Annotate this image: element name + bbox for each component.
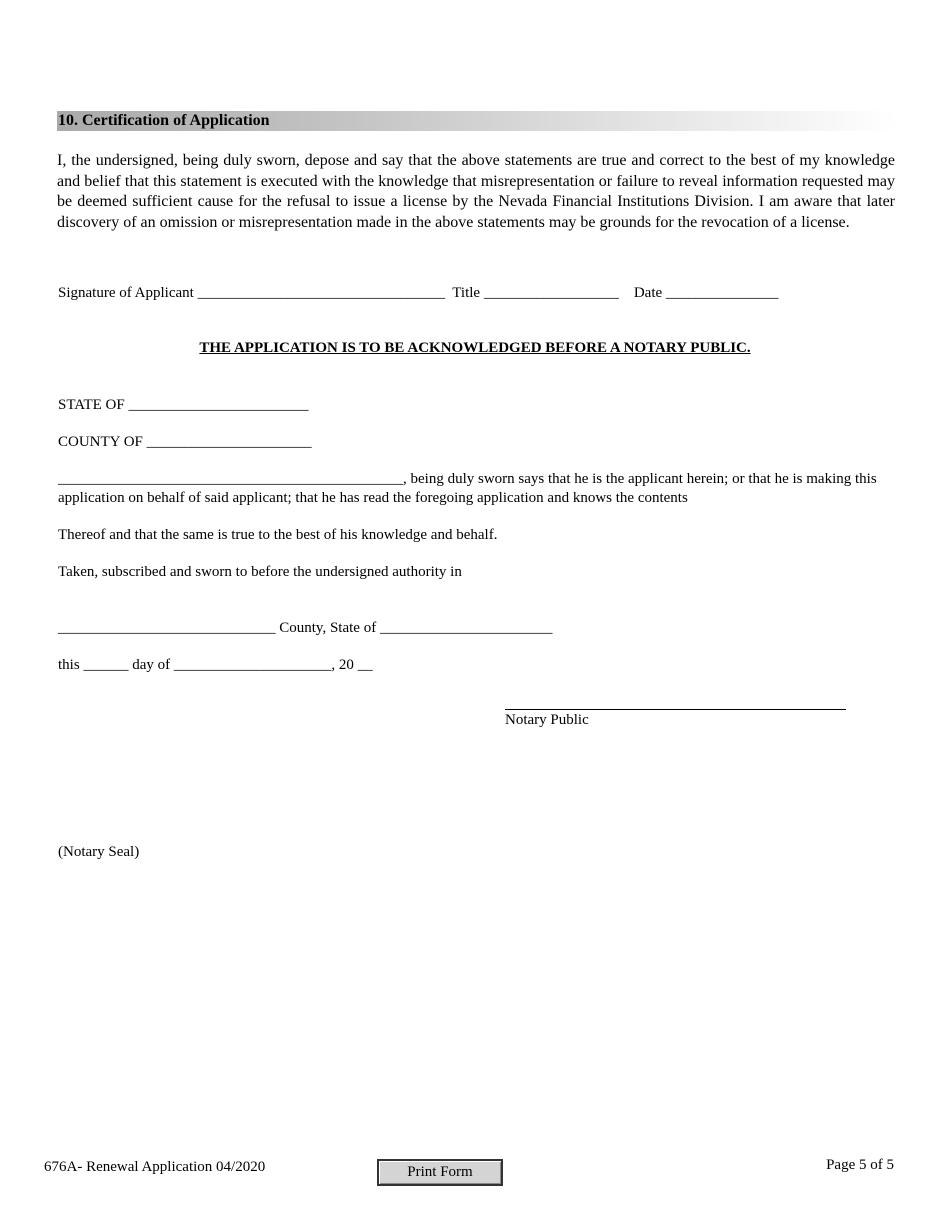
date-label: Date — [633, 285, 663, 301]
state-label: STATE OF — [58, 397, 125, 413]
date-sworn-row — [58, 656, 373, 675]
notary-seal-label: (Notary Seal) — [58, 844, 140, 860]
day-field[interactable]: ______ — [83, 657, 129, 673]
county-state-label: County, State of — [279, 620, 377, 636]
notary-heading: THE APPLICATION IS TO BE ACKNOWLEDGED BEFORE A NOTARY PUBLIC. — [199, 340, 751, 356]
year-field[interactable]: , 20 __ — [331, 657, 373, 673]
thereof-text: Thereof and that the same is true to the best of his knowledge and behalf. — [58, 527, 498, 543]
title-label: Title — [452, 285, 481, 301]
county-field[interactable]: ______________________ — [146, 434, 312, 450]
signature-row — [58, 284, 778, 303]
county-label: COUNTY OF — [58, 434, 143, 450]
notary-signature-line[interactable] — [505, 709, 846, 710]
print-form-button[interactable]: Print Form — [377, 1159, 503, 1186]
state-row — [58, 396, 308, 415]
section-title: 10. Certification of Application — [57, 111, 897, 131]
signature-field[interactable]: _________________________________ — [197, 285, 446, 301]
notary-public-label: Notary Public — [505, 712, 589, 728]
certification-paragraph: I, the undersigned, being duly sworn, depose and say that the above statements are true and correct to the best of my knowledge and belief that this statement is executed with the knowledge that misrepresentation or failure to reveal information requested may be deemed sufficient cause for the refusal to issue a license by the Nevada Financial Institutions Division. I am aware that later discovery of an omission or misrepresentation made in the above statements may be grounds for the revocation of a license. — [57, 152, 895, 231]
sworn-paragraph — [58, 470, 898, 508]
date-field[interactable]: _______________ — [665, 285, 779, 301]
state-name-field[interactable]: _______________________ — [379, 620, 553, 636]
county-name-field[interactable]: _____________________________ — [58, 620, 276, 636]
taken-text: Taken, subscribed and sworn to before the undersigned authority in — [58, 564, 462, 580]
title-field[interactable]: __________________ — [483, 285, 619, 301]
sworn-name-field[interactable]: ______________________________________________ — [58, 471, 403, 487]
state-field[interactable]: ________________________ — [128, 397, 309, 413]
signature-label: Signature of Applicant — [58, 285, 194, 301]
day-of-label: day of — [132, 657, 171, 673]
sworn-text: , being duly sworn says that he is the applicant herein; or that he is making this application on behalf of said applicant; that he has read the foregoing application and knows the contents — [58, 471, 877, 506]
county-row — [58, 433, 312, 452]
month-field[interactable]: _____________________ — [173, 657, 332, 673]
county-state-row — [58, 619, 552, 638]
this-label: this — [58, 657, 80, 673]
page-number: Page 5 of 5 — [826, 1157, 894, 1173]
form-id: 676A- Renewal Application 04/2020 — [44, 1159, 266, 1175]
